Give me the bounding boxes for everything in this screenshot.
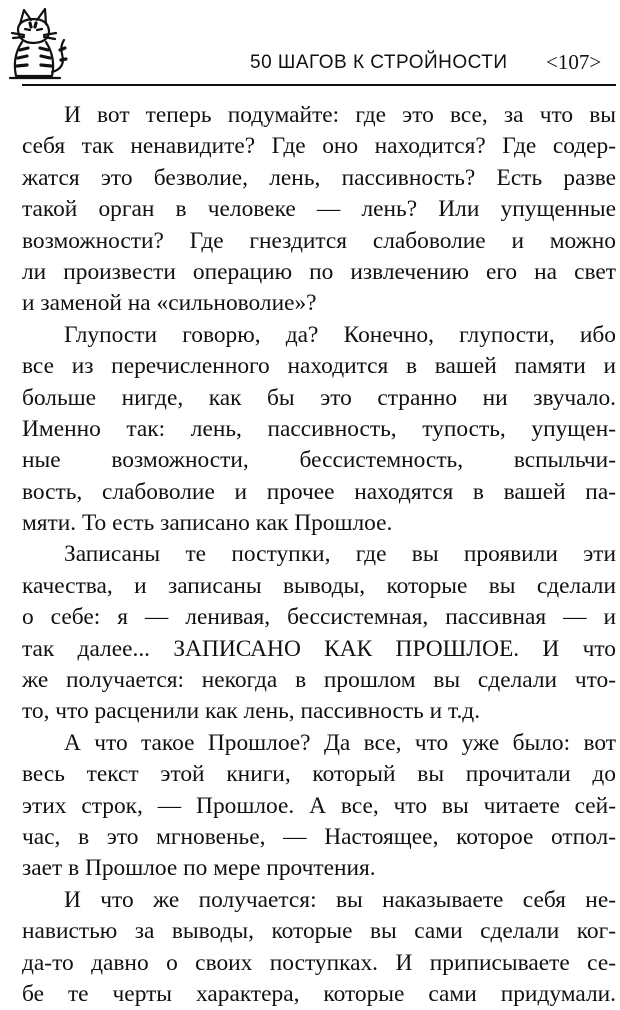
page-header [0,0,620,90]
text-line: и заменой на «сильноволие»? [22,290,317,317]
text-line: больше нигде, как бы это странно ни звучало. [22,384,616,411]
text-line: да-то давно о своих поступках. И приписываете се- [22,949,616,976]
text-line: ли произвести операцию по извлечению его на свет [22,258,616,285]
text-line: И что же получается: вы наказываете себя не- [64,886,616,913]
paragraph [22,100,616,320]
body-text [22,100,616,1010]
paragraph [22,728,616,885]
text-line: так далее... ЗАПИСАНО КАК ПРОШЛОЕ. И что [22,635,616,662]
text-line: бе те черты характера, которые сами придумали. [22,980,616,1007]
text-line: навистью за выводы, которые вы сами сделали ког- [22,918,616,945]
paragraph [22,885,616,1010]
running-title: 50 ШАГОВ К СТРОЙНОСТИ [250,52,508,73]
text-line: все из перечисленного находится в вашей памяти и [22,353,616,380]
text-line: И вот теперь подумайте: где это все, за что вы [64,102,616,128]
text-line: жатся это безволие, лень, пассивность? Есть разве [22,164,616,191]
text-line: А что такое Прошлое? Да все, что уже было: вот [64,729,616,756]
text-line: Записаны те поступки, где вы проявили эти [64,541,616,568]
header-divider [22,84,616,86]
text-line: же получается: некогда в прошлом вы сделали что- [22,667,616,694]
paragraph [22,320,616,540]
text-line: вость, слабоволие и прочее находятся в вашей па- [22,478,616,505]
text-line: то, что расценили как лень, пассивность и т.д. [22,698,481,725]
text-line: час, в это мгновенье, — Настоящее, которое отпол- [22,823,616,850]
text-line: этих строк, — Прошлое. А все, что вы читаете сей- [22,792,616,819]
text-line: такой орган в человеке — лень? Или упущенные [22,196,616,223]
text-line: мяти. То есть записано как Прошлое. [22,510,393,537]
text-line: весь текст этой книги, который вы прочитали до [22,761,616,788]
text-line: качества, и записаны выводы, которые вы сделали [22,572,616,599]
text-line: ные возможности, бессистемность, вспыльчи- [22,447,616,474]
cat-logo-icon [4,2,70,82]
paragraph [22,539,616,727]
text-line: Именно так: лень, пассивность, тупость, упущен- [22,415,616,442]
text-line: зает в Прошлое по мере прочтения. [22,855,376,882]
text-line: Глупости говорю, да? Конечно, глупости, ибо [64,321,616,348]
text-line: себя так ненавидите? Где оно находится? Где содер- [22,133,616,160]
text-line: возможности? Где гнездится слабоволие и можно [22,227,616,254]
page-number: <107> [546,50,602,74]
text-line: о себе: я — ленивая, бессистемная, пассивная — и [22,604,616,631]
